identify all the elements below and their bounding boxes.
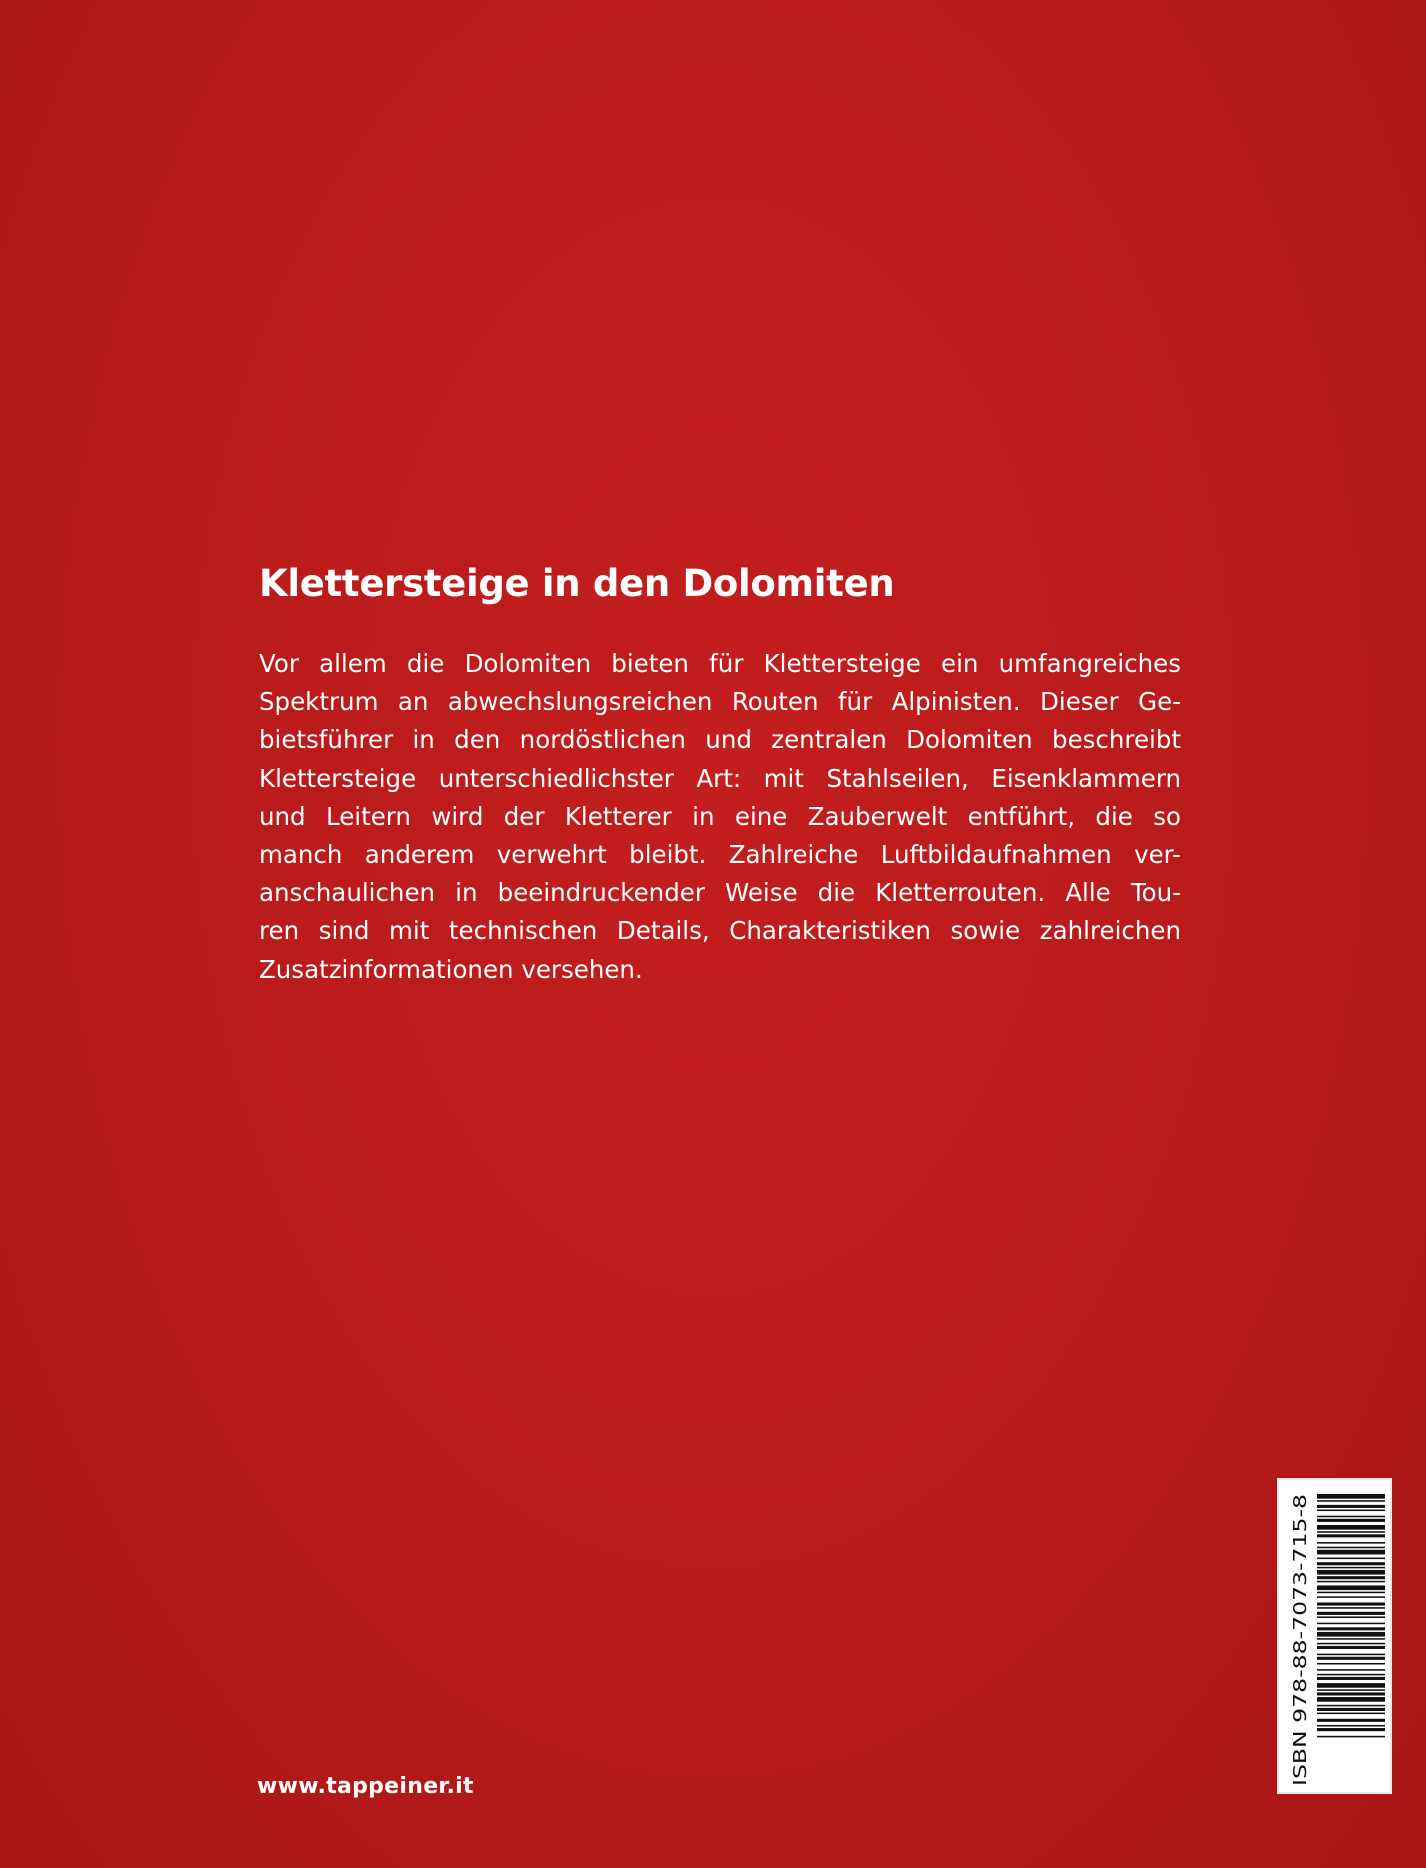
barcode-bar [1317, 1683, 1385, 1688]
barcode-bar [1317, 1725, 1385, 1727]
barcode-bar [1317, 1570, 1385, 1575]
barcode-bar [1317, 1643, 1385, 1645]
barcode-bar [1317, 1708, 1385, 1711]
description-line: und Leitern wird der Kletterer in eine Zauberwelt entführt, die so [259, 801, 1181, 831]
description-line: bietsführer in den nordöstlichen und zentralen Dolomiten beschreibt [259, 725, 1181, 755]
barcode-bar [1317, 1603, 1385, 1606]
barcode-bar [1317, 1669, 1385, 1671]
barcode-bar [1317, 1562, 1385, 1565]
description-line: Zusatzinformationen versehen. [259, 954, 643, 984]
barcode-bar [1317, 1674, 1385, 1676]
barcode-bar [1317, 1576, 1385, 1579]
barcode-bar [1317, 1581, 1385, 1583]
barcode-bar [1317, 1531, 1385, 1533]
book-description [259, 645, 1181, 989]
publisher-website[interactable]: www.tappeiner.it [257, 1774, 474, 1799]
barcode-bar [1317, 1689, 1385, 1691]
barcode-bar [1317, 1592, 1385, 1594]
barcode-bar [1317, 1519, 1385, 1522]
barcode-bar [1317, 1697, 1385, 1702]
barcode-bar [1317, 1719, 1385, 1722]
barcode-bar [1317, 1654, 1385, 1656]
barcode-bar [1317, 1525, 1385, 1530]
barcode-bar [1317, 1657, 1385, 1660]
isbn-label: ISBN 978-88-7073-715-8 [1290, 1562, 1311, 1786]
barcode-bar [1317, 1677, 1385, 1680]
description-line: Vor allem die Dolomiten bieten für Klettersteige ein umfangreiches [259, 649, 1181, 678]
barcode-bar [1317, 1542, 1385, 1544]
barcode-bar [1317, 1692, 1385, 1695]
description-line: manch anderem verwehrt bleibt. Zahlreiche Luftbildaufnahmen ver- [259, 840, 1181, 870]
barcode-bar [1317, 1547, 1385, 1549]
barcode-bar [1317, 1632, 1385, 1637]
barcode-bar [1317, 1585, 1385, 1590]
barcode-bar [1317, 1494, 1385, 1499]
barcode-bar [1317, 1500, 1385, 1502]
barcode-bar [1317, 1558, 1385, 1560]
barcode-bar [1317, 1607, 1385, 1609]
barcode-bar [1317, 1663, 1385, 1665]
description-line: Klettersteige unterschiedlichster Art: mit Stahlseilen, Eisenklammern [259, 763, 1181, 793]
barcode-bar [1317, 1510, 1385, 1512]
barcode-bar [1317, 1736, 1385, 1738]
barcode-bar [1317, 1623, 1385, 1625]
barcode-bar [1317, 1713, 1385, 1715]
barcode-bar [1317, 1550, 1385, 1555]
barcode-bar [1317, 1516, 1385, 1518]
description-line: Spektrum an abwechslungsreichen Routen für Alpinisten. Dieser Ge- [259, 687, 1181, 717]
barcode-bar [1317, 1596, 1385, 1598]
book-title: Klettersteige in den Dolomiten [259, 562, 895, 605]
barcode-bar [1317, 1616, 1385, 1618]
barcode-bar [1317, 1567, 1385, 1569]
isbn-barcode [1277, 1478, 1392, 1794]
barcode-graphic [1279, 1480, 1394, 1796]
description-line: anschaulichen in beeindruckender Weise die Kletterrouten. Alle Tou- [259, 878, 1181, 908]
description-line: ren sind mit technischen Details, Charakteristiken sowie zahlreichen [259, 916, 1181, 946]
barcode-bar [1317, 1646, 1385, 1649]
barcode-bar [1317, 1705, 1385, 1707]
barcode-bar [1317, 1627, 1385, 1630]
barcode-bar [1317, 1534, 1385, 1537]
barcode-bar [1317, 1612, 1385, 1615]
barcode-bar [1317, 1505, 1385, 1508]
barcode-bars [1317, 1494, 1385, 1737]
barcode-bar [1317, 1728, 1385, 1731]
barcode-bar [1317, 1638, 1385, 1640]
